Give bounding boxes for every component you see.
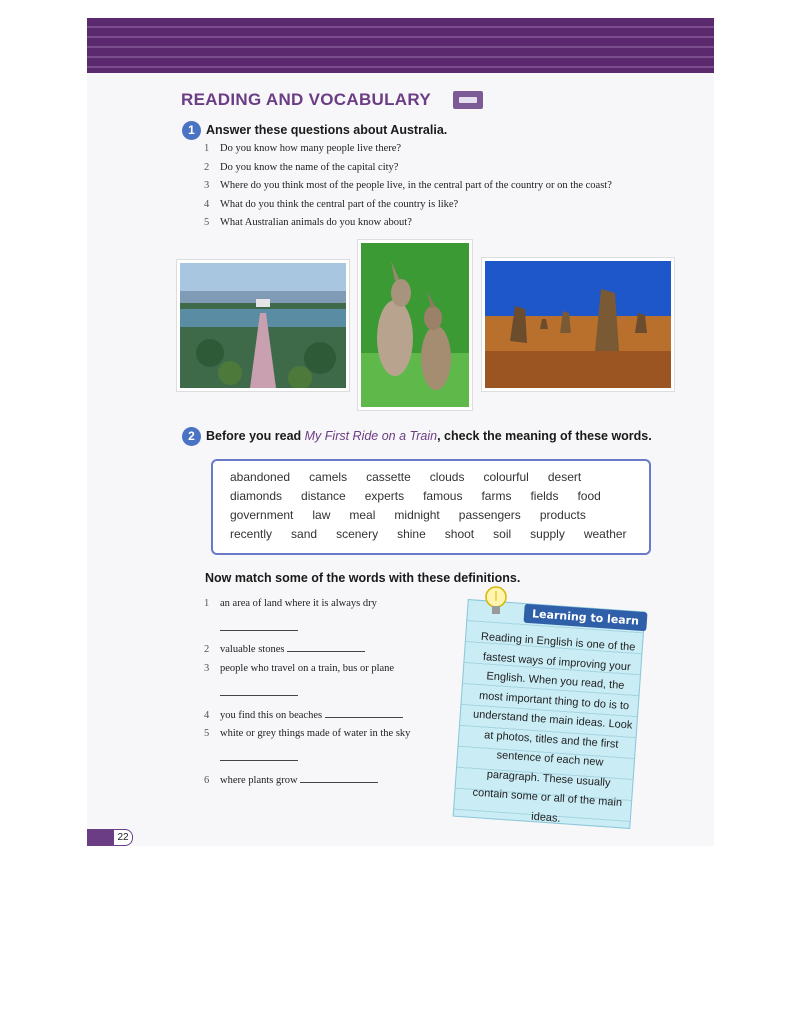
- word-box: [211, 459, 651, 555]
- exercise-1-instruction: Answer these questions about Australia.: [206, 123, 448, 137]
- lightbulb-icon: [484, 585, 508, 619]
- header-band: [87, 18, 714, 73]
- learning-note-title: Learning to learn: [523, 604, 647, 632]
- word-row: diamonds distance experts famous farms fields food: [230, 489, 601, 503]
- list-item: 1 Do you know how many people live there?: [204, 143, 402, 154]
- photo-canberra: [177, 260, 349, 391]
- photo-kangaroos: [358, 240, 472, 410]
- answer-blank[interactable]: [300, 772, 378, 783]
- cassette-icon: [453, 91, 483, 109]
- photo-desert-pinnacles: [482, 258, 674, 391]
- list-item: 3 Where do you think most of the people live, in the central part of the country or on the coast?: [204, 180, 612, 191]
- definition-item: 2 valuable stones: [204, 641, 365, 655]
- definition-item: 3 people who travel on a train, bus or plane: [204, 663, 395, 674]
- word-row: recently sand scenery shine shoot soil supply weather: [230, 527, 627, 541]
- question-list: [204, 143, 612, 236]
- exercise-2-number: 2: [182, 427, 201, 446]
- exercise-1-number: 1: [182, 121, 201, 140]
- definition-item: 1 an area of land where it is always dry: [204, 598, 377, 609]
- page-number: 22: [113, 829, 133, 846]
- list-item: 2 Do you know the name of the capital city?: [204, 161, 399, 173]
- answer-blank[interactable]: [220, 620, 298, 631]
- answer-blank[interactable]: [220, 750, 298, 761]
- answer-blank[interactable]: [220, 685, 298, 696]
- definition-item: 5 white or grey things made of water in the sky: [204, 728, 411, 739]
- match-title: Now match some of the words with these definitions.: [205, 571, 521, 585]
- exercise-2-instruction: Before you read My First Ride on a Train, check the meaning of these words.: [206, 429, 652, 443]
- section-title: READING AND VOCABULARY: [181, 90, 431, 109]
- word-row: abandoned camels cassette clouds colourful desert: [230, 470, 582, 484]
- page-number-band: [87, 829, 115, 846]
- book-title: My First Ride on a Train: [304, 429, 438, 443]
- word-row: government law meal midnight passengers products: [230, 508, 586, 522]
- definition-item: 4 you find this on beaches: [204, 707, 403, 721]
- answer-blank[interactable]: [325, 707, 403, 718]
- definition-item: 6 where plants grow: [204, 772, 378, 786]
- answer-blank[interactable]: [287, 641, 365, 652]
- list-item: 4 What do you think the central part of the country is like?: [204, 198, 459, 210]
- list-item: 5 What Australian animals do you know about?: [204, 217, 412, 228]
- learning-note-text: Reading in English is one of the fastest ways of improving your English. When you read, the most important thing to do is to understand the main ideas. Look at photos, titles and the first sentence of each new paragraph. These usually contain some or all of the main ideas.: [472, 630, 636, 825]
